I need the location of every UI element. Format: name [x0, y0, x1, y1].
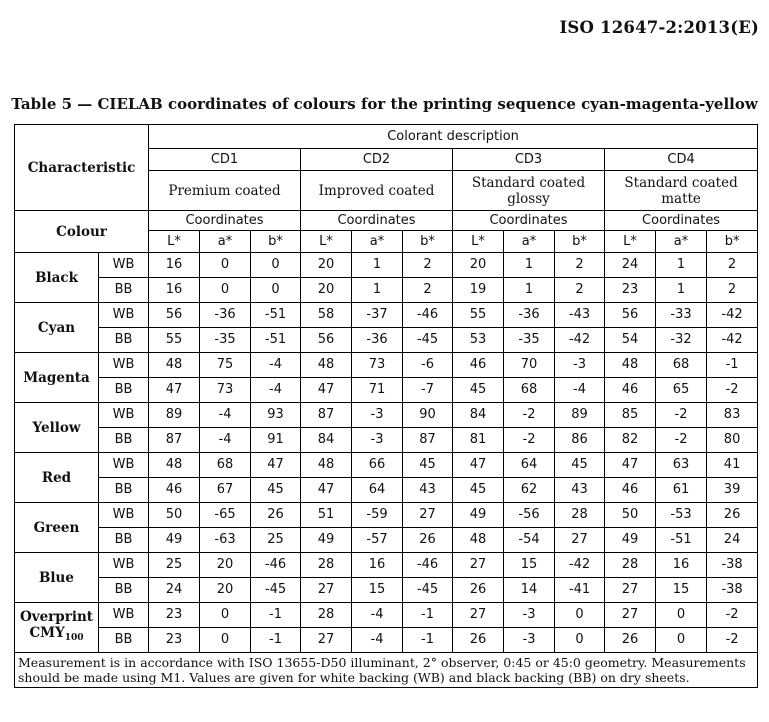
value-cell: 43 — [555, 478, 605, 503]
header-characteristic: Characteristic — [15, 125, 149, 211]
value-cell: 64 — [504, 453, 555, 478]
backing-label: BB — [99, 278, 149, 303]
value-cell: -4 — [251, 378, 301, 403]
value-cell: 0 — [656, 628, 707, 653]
value-cell: 23 — [149, 628, 200, 653]
value-cell: 56 — [605, 303, 656, 328]
value-cell: 62 — [504, 478, 555, 503]
value-cell: -63 — [200, 528, 251, 553]
table-row — [15, 303, 758, 328]
value-cell: 50 — [605, 503, 656, 528]
header-coordinates: Coordinates — [301, 211, 453, 231]
value-cell: 49 — [149, 528, 200, 553]
header-cd3-desc: Standard coated glossy — [453, 171, 605, 211]
value-cell: 68 — [504, 378, 555, 403]
coord-label: b* — [403, 231, 453, 253]
value-cell: 1 — [656, 278, 707, 303]
table-row — [15, 603, 758, 628]
value-cell: 47 — [301, 478, 352, 503]
value-cell: 46 — [149, 478, 200, 503]
header-coordinates: Coordinates — [453, 211, 605, 231]
table-row — [15, 453, 758, 478]
value-cell: 28 — [301, 603, 352, 628]
value-cell: 1 — [504, 253, 555, 278]
value-cell: -2 — [707, 378, 758, 403]
value-cell: 20 — [453, 253, 504, 278]
value-cell: -53 — [656, 503, 707, 528]
table-row — [15, 428, 758, 453]
value-cell: 28 — [301, 553, 352, 578]
value-cell: -33 — [656, 303, 707, 328]
value-cell: 15 — [504, 553, 555, 578]
table-row — [15, 378, 758, 403]
value-cell: 73 — [352, 353, 403, 378]
value-cell: 68 — [656, 353, 707, 378]
value-cell: 16 — [149, 278, 200, 303]
table-row — [15, 478, 758, 503]
value-cell: 27 — [605, 578, 656, 603]
value-cell: 20 — [200, 578, 251, 603]
coord-label: b* — [707, 231, 758, 253]
header-colour: Colour — [15, 211, 149, 253]
value-cell: -35 — [200, 328, 251, 353]
coord-label: a* — [656, 231, 707, 253]
value-cell: 48 — [301, 353, 352, 378]
value-cell: -41 — [555, 578, 605, 603]
value-cell: 27 — [605, 603, 656, 628]
value-cell: 0 — [200, 278, 251, 303]
backing-label: WB — [99, 253, 149, 278]
coord-label: L* — [149, 231, 200, 253]
backing-label: WB — [99, 303, 149, 328]
backing-label: BB — [99, 628, 149, 653]
value-cell: 56 — [149, 303, 200, 328]
table-row — [15, 328, 758, 353]
value-cell: 87 — [403, 428, 453, 453]
table-row — [15, 278, 758, 303]
coord-label: b* — [555, 231, 605, 253]
value-cell: 68 — [200, 453, 251, 478]
value-cell: 65 — [656, 378, 707, 403]
backing-label: WB — [99, 453, 149, 478]
value-cell: 58 — [301, 303, 352, 328]
value-cell: 2 — [403, 278, 453, 303]
value-cell: -3 — [504, 628, 555, 653]
backing-label: BB — [99, 528, 149, 553]
value-cell: 89 — [149, 403, 200, 428]
value-cell: 20 — [301, 278, 352, 303]
table-row — [15, 503, 758, 528]
value-cell: -42 — [555, 328, 605, 353]
value-cell: -3 — [352, 428, 403, 453]
header-colorant-description: Colorant description — [149, 125, 758, 149]
value-cell: 15 — [352, 578, 403, 603]
coord-label: a* — [200, 231, 251, 253]
value-cell: -7 — [403, 378, 453, 403]
header-cd3: CD3 — [453, 149, 605, 171]
value-cell: 87 — [149, 428, 200, 453]
value-cell: 39 — [707, 478, 758, 503]
value-cell: -1 — [403, 603, 453, 628]
table-row — [15, 253, 758, 278]
value-cell: 56 — [301, 328, 352, 353]
value-cell: 48 — [301, 453, 352, 478]
value-cell: 24 — [707, 528, 758, 553]
value-cell: 27 — [555, 528, 605, 553]
value-cell: -36 — [200, 303, 251, 328]
value-cell: 49 — [301, 528, 352, 553]
value-cell: -38 — [707, 578, 758, 603]
value-cell: -2 — [656, 403, 707, 428]
coord-label: L* — [453, 231, 504, 253]
value-cell: -4 — [352, 603, 403, 628]
value-cell: 16 — [149, 253, 200, 278]
colour-name: Black — [15, 253, 99, 303]
value-cell: 27 — [453, 553, 504, 578]
table-row — [15, 628, 758, 653]
value-cell: 90 — [403, 403, 453, 428]
value-cell: -38 — [707, 553, 758, 578]
value-cell: 25 — [149, 553, 200, 578]
value-cell: -46 — [251, 553, 301, 578]
table-title: Table 5 — CIELAB coordinates of colours for the printing sequence cyan-magenta-yellow — [11, 95, 758, 113]
value-cell: 1 — [504, 278, 555, 303]
value-cell: -4 — [251, 353, 301, 378]
value-cell: 2 — [403, 253, 453, 278]
value-cell: 2 — [707, 253, 758, 278]
table-row — [15, 578, 758, 603]
value-cell: 0 — [200, 603, 251, 628]
value-cell: 87 — [301, 403, 352, 428]
backing-label: BB — [99, 478, 149, 503]
value-cell: -42 — [555, 553, 605, 578]
value-cell: 19 — [453, 278, 504, 303]
value-cell: 27 — [453, 603, 504, 628]
value-cell: -2 — [707, 603, 758, 628]
value-cell: 1 — [352, 278, 403, 303]
value-cell: 66 — [352, 453, 403, 478]
value-cell: 46 — [605, 478, 656, 503]
colour-name: Magenta — [15, 353, 99, 403]
value-cell: 75 — [200, 353, 251, 378]
value-cell: 81 — [453, 428, 504, 453]
value-cell: 26 — [605, 628, 656, 653]
header-cd4: CD4 — [605, 149, 758, 171]
cielab-table — [14, 124, 758, 688]
value-cell: 49 — [453, 503, 504, 528]
value-cell: -56 — [504, 503, 555, 528]
value-cell: -4 — [200, 403, 251, 428]
header-cd1-desc: Premium coated — [149, 171, 301, 211]
colour-name: Overprint $CMY_{100}$ — [15, 603, 99, 653]
value-cell: -4 — [352, 628, 403, 653]
value-cell: -35 — [504, 328, 555, 353]
value-cell: -57 — [352, 528, 403, 553]
backing-label: BB — [99, 578, 149, 603]
table-note: Measurement is in accordance with ISO 13655-D50 illuminant, 2° observer, 0:45 or 45:0 geometry. Measurements should be made using M1. Values are given for white backing (WB) and black backing (BB) on dry sheets. — [15, 653, 758, 688]
value-cell: 2 — [555, 253, 605, 278]
value-cell: -36 — [352, 328, 403, 353]
backing-label: BB — [99, 428, 149, 453]
value-cell: 85 — [605, 403, 656, 428]
value-cell: 73 — [200, 378, 251, 403]
value-cell: -1 — [251, 628, 301, 653]
coord-label: L* — [605, 231, 656, 253]
value-cell: 84 — [301, 428, 352, 453]
value-cell: 26 — [251, 503, 301, 528]
value-cell: -45 — [251, 578, 301, 603]
value-cell: 47 — [149, 378, 200, 403]
coord-label: a* — [504, 231, 555, 253]
value-cell: 47 — [605, 453, 656, 478]
backing-label: WB — [99, 503, 149, 528]
value-cell: 47 — [453, 453, 504, 478]
value-cell: 23 — [605, 278, 656, 303]
value-cell: 27 — [403, 503, 453, 528]
value-cell: -1 — [707, 353, 758, 378]
value-cell: -2 — [656, 428, 707, 453]
value-cell: 49 — [605, 528, 656, 553]
value-cell: -54 — [504, 528, 555, 553]
value-cell: 20 — [301, 253, 352, 278]
value-cell: 24 — [149, 578, 200, 603]
value-cell: 27 — [301, 628, 352, 653]
value-cell: 63 — [656, 453, 707, 478]
value-cell: 45 — [555, 453, 605, 478]
backing-label: WB — [99, 553, 149, 578]
value-cell: 26 — [453, 578, 504, 603]
value-cell: 14 — [504, 578, 555, 603]
value-cell: -45 — [403, 578, 453, 603]
value-cell: 45 — [453, 478, 504, 503]
value-cell: 0 — [555, 628, 605, 653]
value-cell: 1 — [656, 253, 707, 278]
value-cell: -6 — [403, 353, 453, 378]
value-cell: 0 — [656, 603, 707, 628]
table-row — [15, 528, 758, 553]
value-cell: 2 — [707, 278, 758, 303]
coord-label: L* — [301, 231, 352, 253]
value-cell: 45 — [403, 453, 453, 478]
backing-label: WB — [99, 603, 149, 628]
table-row — [15, 403, 758, 428]
value-cell: 54 — [605, 328, 656, 353]
value-cell: -43 — [555, 303, 605, 328]
value-cell: -46 — [403, 303, 453, 328]
value-cell: -36 — [504, 303, 555, 328]
value-cell: 89 — [555, 403, 605, 428]
value-cell: -4 — [555, 378, 605, 403]
header-cd1: CD1 — [149, 149, 301, 171]
value-cell: -42 — [707, 303, 758, 328]
value-cell: 26 — [707, 503, 758, 528]
value-cell: -32 — [656, 328, 707, 353]
value-cell: -3 — [352, 403, 403, 428]
value-cell: 43 — [403, 478, 453, 503]
value-cell: -3 — [504, 603, 555, 628]
document-header: ISO 12647-2:2013(E) — [559, 18, 759, 37]
value-cell: 48 — [605, 353, 656, 378]
value-cell: 55 — [453, 303, 504, 328]
colour-name: Yellow — [15, 403, 99, 453]
value-cell: 46 — [605, 378, 656, 403]
value-cell: 24 — [605, 253, 656, 278]
value-cell: 45 — [453, 378, 504, 403]
value-cell: 2 — [555, 278, 605, 303]
value-cell: -51 — [251, 328, 301, 353]
value-cell: 1 — [352, 253, 403, 278]
colour-name: Green — [15, 503, 99, 553]
value-cell: -2 — [707, 628, 758, 653]
value-cell: 28 — [555, 503, 605, 528]
value-cell: 0 — [555, 603, 605, 628]
value-cell: 47 — [251, 453, 301, 478]
coord-label: a* — [352, 231, 403, 253]
value-cell: -45 — [403, 328, 453, 353]
value-cell: 71 — [352, 378, 403, 403]
header-cd2-desc: Improved coated — [301, 171, 453, 211]
header-coordinates: Coordinates — [149, 211, 301, 231]
value-cell: 47 — [301, 378, 352, 403]
value-cell: 91 — [251, 428, 301, 453]
value-cell: 45 — [251, 478, 301, 503]
value-cell: 26 — [453, 628, 504, 653]
value-cell: 80 — [707, 428, 758, 453]
value-cell: 0 — [200, 253, 251, 278]
value-cell: 64 — [352, 478, 403, 503]
value-cell: -46 — [403, 553, 453, 578]
value-cell: 25 — [251, 528, 301, 553]
value-cell: 50 — [149, 503, 200, 528]
value-cell: 28 — [605, 553, 656, 578]
value-cell: 23 — [149, 603, 200, 628]
colour-name: Red — [15, 453, 99, 503]
value-cell: 15 — [656, 578, 707, 603]
value-cell: 16 — [352, 553, 403, 578]
value-cell: 82 — [605, 428, 656, 453]
value-cell: -59 — [352, 503, 403, 528]
value-cell: 46 — [453, 353, 504, 378]
value-cell: -2 — [504, 428, 555, 453]
colour-name: Cyan — [15, 303, 99, 353]
value-cell: -2 — [504, 403, 555, 428]
value-cell: 16 — [656, 553, 707, 578]
value-cell: -1 — [251, 603, 301, 628]
value-cell: 86 — [555, 428, 605, 453]
value-cell: 26 — [403, 528, 453, 553]
header-cd2: CD2 — [301, 149, 453, 171]
value-cell: 53 — [453, 328, 504, 353]
value-cell: 70 — [504, 353, 555, 378]
value-cell: 93 — [251, 403, 301, 428]
value-cell: -4 — [200, 428, 251, 453]
header-coordinates: Coordinates — [605, 211, 758, 231]
value-cell: 0 — [251, 253, 301, 278]
value-cell: -51 — [251, 303, 301, 328]
value-cell: 61 — [656, 478, 707, 503]
header-cd4-desc: Standard coated matte — [605, 171, 758, 211]
value-cell: 83 — [707, 403, 758, 428]
backing-label: WB — [99, 403, 149, 428]
table-row — [15, 553, 758, 578]
value-cell: -1 — [403, 628, 453, 653]
value-cell: -37 — [352, 303, 403, 328]
value-cell: 0 — [251, 278, 301, 303]
value-cell: -42 — [707, 328, 758, 353]
value-cell: -3 — [555, 353, 605, 378]
value-cell: 41 — [707, 453, 758, 478]
value-cell: 84 — [453, 403, 504, 428]
value-cell: 48 — [149, 353, 200, 378]
value-cell: 27 — [301, 578, 352, 603]
value-cell: 55 — [149, 328, 200, 353]
backing-label: BB — [99, 328, 149, 353]
backing-label: BB — [99, 378, 149, 403]
value-cell: -65 — [200, 503, 251, 528]
backing-label: WB — [99, 353, 149, 378]
colour-name: Blue — [15, 553, 99, 603]
value-cell: 0 — [200, 628, 251, 653]
value-cell: 48 — [149, 453, 200, 478]
value-cell: 67 — [200, 478, 251, 503]
value-cell: 48 — [453, 528, 504, 553]
coord-label: b* — [251, 231, 301, 253]
value-cell: -51 — [656, 528, 707, 553]
value-cell: 20 — [200, 553, 251, 578]
table-row — [15, 353, 758, 378]
value-cell: 51 — [301, 503, 352, 528]
